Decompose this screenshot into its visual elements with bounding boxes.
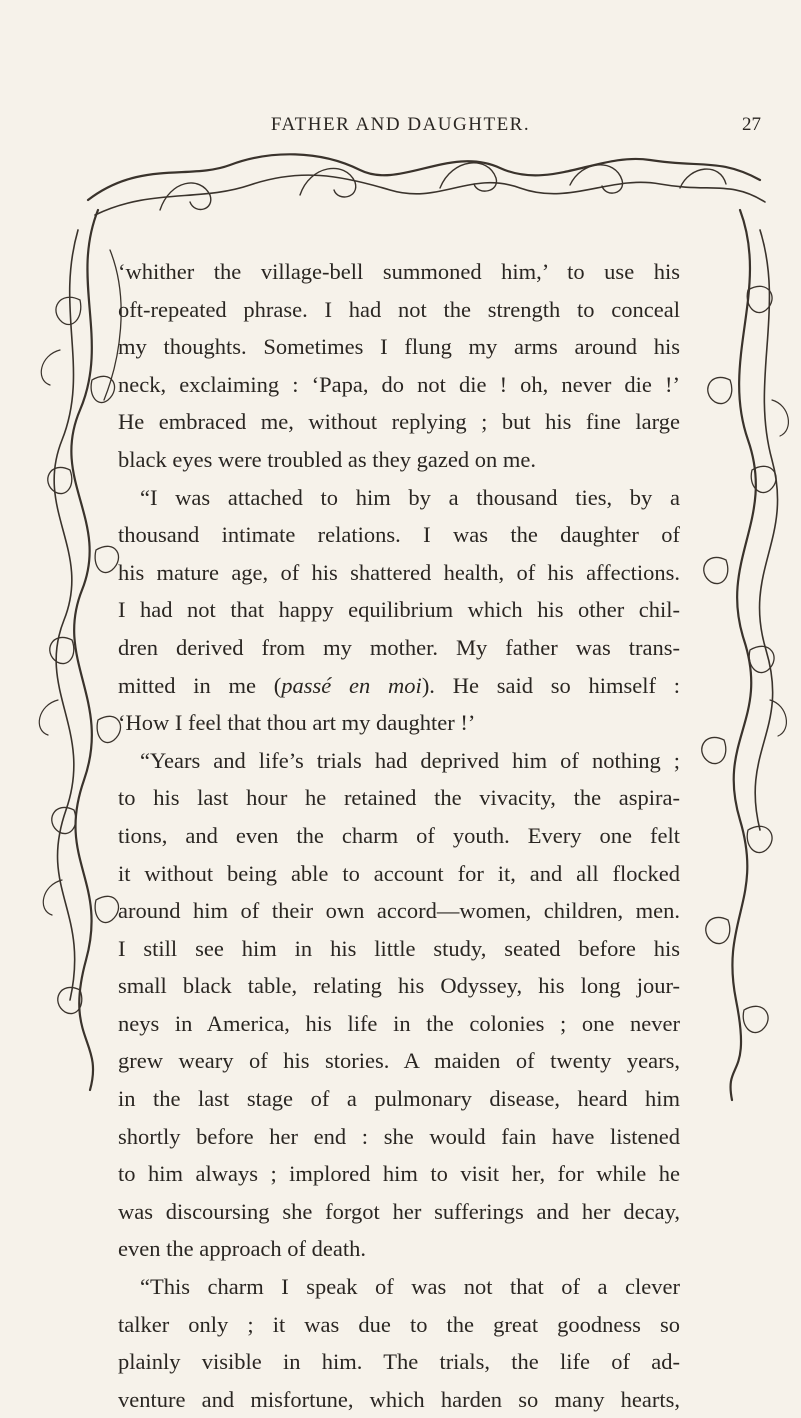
running-title: FATHER AND DAUGHTER.	[270, 114, 531, 135]
body-text	[118, 253, 680, 1418]
text-line: ‘How I feel that thou art my daughter !’	[118, 710, 476, 736]
text-line: to his last hour he retained the vivacity, the aspira-	[118, 785, 680, 811]
text-line: to him always ; implored him to visit her, for while he	[118, 1161, 680, 1187]
text-line: neck, exclaiming : ‘Papa, do not die ! oh, never die !’	[118, 371, 680, 397]
page-number: 27	[742, 114, 761, 135]
text-line: “Years and life’s trials had deprived him of nothing ;	[140, 747, 680, 773]
text-line: He embraced me, without replying ; but his fine large	[118, 409, 680, 435]
text-line: dren derived from my mother. My father was trans-	[118, 634, 680, 660]
text-line: it without being able to account for it, and all flocked	[118, 860, 680, 886]
text-line: grew weary of his stories. A maiden of twenty years,	[118, 1048, 680, 1074]
text-line: I had not that happy equilibrium which his other chil-	[118, 597, 680, 623]
text-line: talker only ; it was due to the great goodness so	[118, 1311, 680, 1337]
text-line: plainly visible in him. The trials, the life of ad-	[118, 1349, 680, 1375]
text-line: in the last stage of a pulmonary disease, heard him	[118, 1086, 680, 1112]
text-line	[118, 667, 680, 705]
text-line: even the approach of death.	[118, 1236, 367, 1262]
text-line: ‘whither the village-bell summoned him,’ to use his	[118, 259, 680, 284]
text-line: “I was attached to him by a thousand ties, by a	[140, 484, 680, 510]
text-line: thousand intimate relations. I was the daughter of	[118, 522, 680, 548]
text-line: “This charm I speak of was not that of a clever	[140, 1274, 680, 1300]
text-line: black eyes were troubled as they gazed on me.	[118, 446, 536, 472]
text-segment: mitted in me (	[118, 672, 282, 698]
text-line: shortly before her end : she would fain have listened	[118, 1123, 680, 1149]
italic-phrase: passé en moi	[281, 672, 422, 698]
text-line: my thoughts. Sometimes I flung my arms around his	[118, 334, 680, 360]
text-line: I still see him in his little study, seated before his	[118, 935, 680, 961]
text-line: tions, and even the charm of youth. Every one felt	[118, 822, 680, 848]
text-line: neys in America, his life in the colonies ; one never	[118, 1010, 680, 1036]
text-line: his mature age, of his shattered health, of his affections.	[118, 559, 680, 585]
text-line: small black table, relating his Odyssey, his long jour-	[118, 973, 680, 999]
text-segment: ). He said so himself :	[421, 672, 680, 698]
text-line: was discoursing she forgot her sufferings and her decay,	[118, 1198, 680, 1224]
text-line: oft-repeated phrase. I had not the strength to conceal	[118, 296, 680, 322]
text-line: venture and misfortune, which harden so many hearts,	[118, 1386, 680, 1412]
text-line: around him of their own accord—women, children, men.	[118, 898, 680, 924]
